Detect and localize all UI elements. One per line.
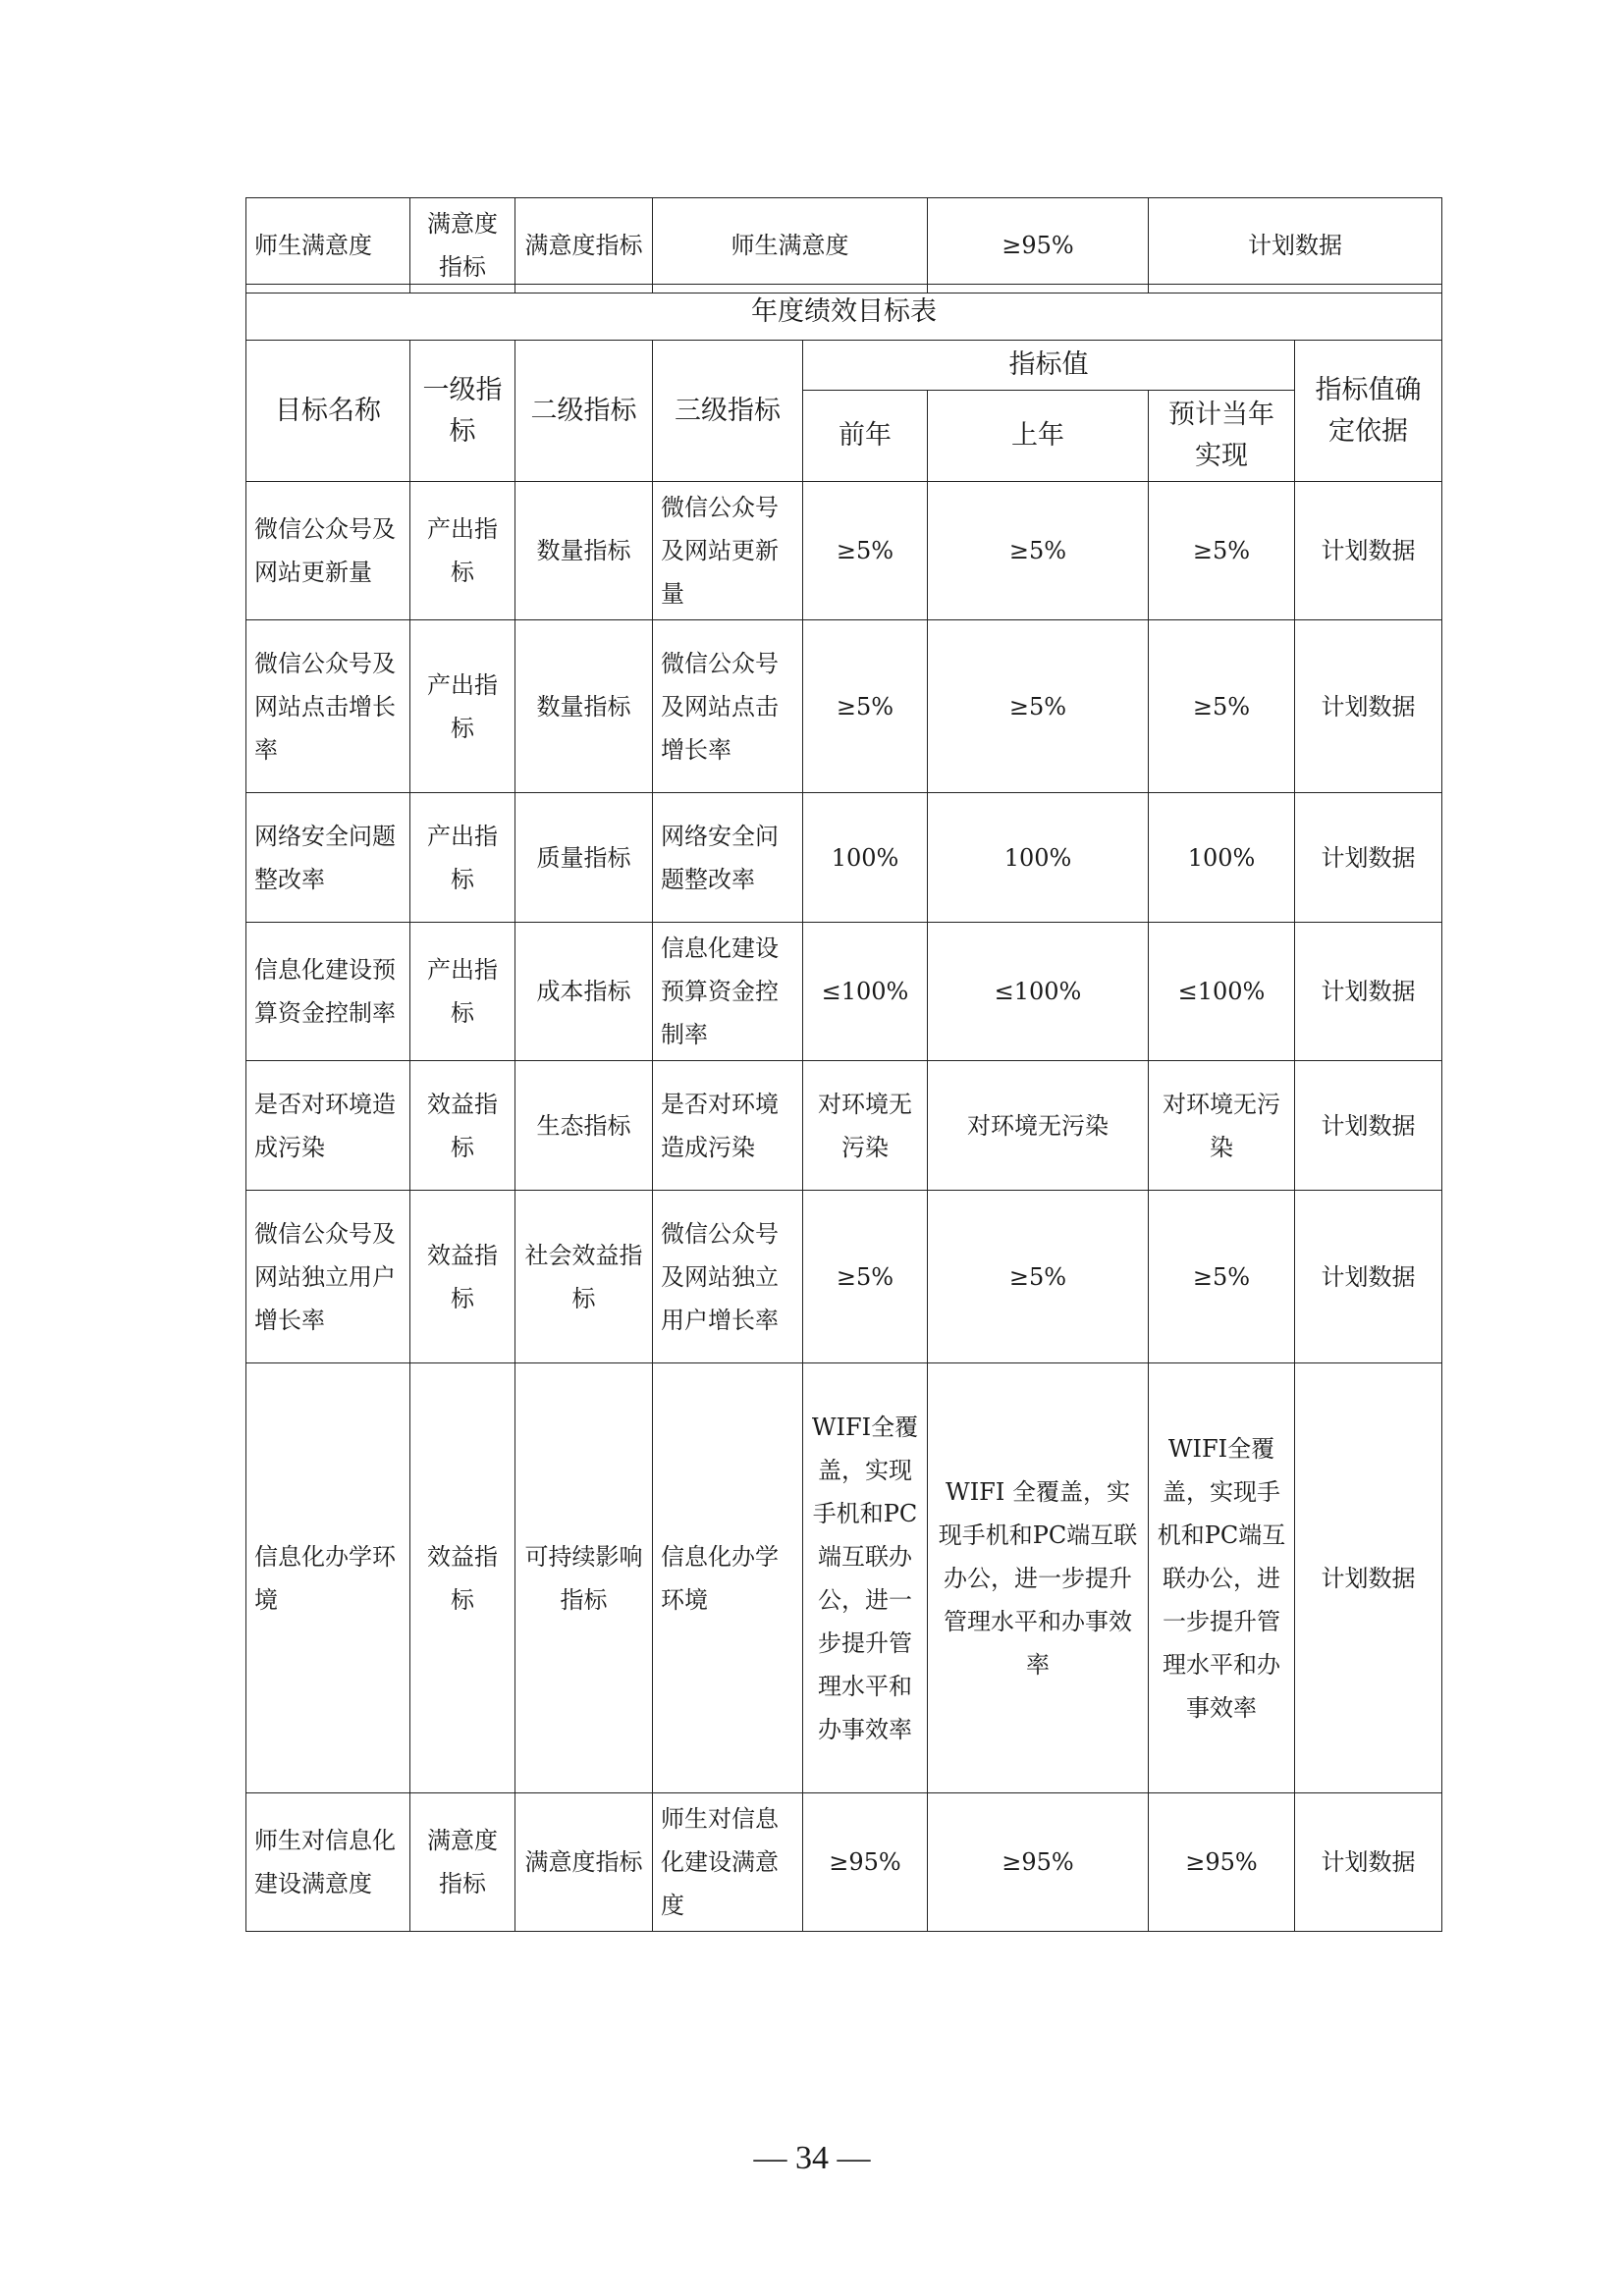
header-level1: 一级指标 — [410, 341, 515, 482]
cell-name: 师生对信息化建设满意度 — [246, 1793, 410, 1932]
cell-level3: 微信公众号及网站独立用户增长率 — [653, 1191, 803, 1363]
annual-performance-table — [245, 284, 1442, 1932]
cell-prev: 对环境无污染 — [803, 1061, 928, 1191]
cell-level1: 效益指标 — [410, 1191, 515, 1363]
cell-level1: 产出指标 — [410, 482, 515, 620]
cell-name: 网络安全问题整改率 — [246, 793, 410, 923]
cell-name: 微信公众号及网站更新量 — [246, 482, 410, 620]
table-row — [246, 1363, 1442, 1793]
header-row — [246, 341, 1442, 391]
cell-expected: ≥5% — [1149, 1191, 1295, 1363]
header-level3: 三级指标 — [653, 341, 803, 482]
cell-prev: ≤100% — [803, 923, 928, 1061]
cell-last: 对环境无污染 — [928, 1061, 1149, 1191]
cell-level1: 满意度指标 — [410, 1793, 515, 1932]
cell-level2: 质量指标 — [515, 793, 653, 923]
cell-expected: WIFI全覆盖，实现手机和PC端互联办公，进一步提升管理水平和办事效率 — [1149, 1363, 1295, 1793]
cell-level1: 效益指标 — [410, 1363, 515, 1793]
cell-level1: 产出指标 — [410, 620, 515, 793]
cell-level3: 网络安全问题整改率 — [653, 793, 803, 923]
cell-last: WIFI 全覆盖，实现手机和PC端互联办公，进一步提升管理水平和办事效率 — [928, 1363, 1149, 1793]
header-prev-year: 前年 — [803, 391, 928, 482]
cell-level3: 微信公众号及网站点击增长率 — [653, 620, 803, 793]
header-name: 目标名称 — [246, 341, 410, 482]
cell-level2: 生态指标 — [515, 1061, 653, 1191]
cell-basis: 计划数据 — [1295, 1793, 1442, 1932]
cell-expected: ≥5% — [1149, 620, 1295, 793]
cell-expected: ≥95% — [1149, 1793, 1295, 1932]
cell-expected: 对环境无污染 — [1149, 1061, 1295, 1191]
header-level2: 二级指标 — [515, 341, 653, 482]
cell-expected: ≤100% — [1149, 923, 1295, 1061]
cell-basis: 计划数据 — [1295, 1191, 1442, 1363]
cell-basis: 计划数据 — [1149, 198, 1442, 294]
header-expected: 预计当年实现 — [1149, 391, 1295, 482]
cell-expected: 100% — [1149, 793, 1295, 923]
cell-expected: ≥5% — [1149, 482, 1295, 620]
cell-last: ≥95% — [928, 1793, 1149, 1932]
cell-prev: ≥5% — [803, 1191, 928, 1363]
cell-level2: 满意度指标 — [515, 198, 653, 294]
cell-basis: 计划数据 — [1295, 1363, 1442, 1793]
table-row — [246, 482, 1442, 620]
page-number: — 34 — — [753, 2140, 871, 2176]
table-row — [246, 620, 1442, 793]
cell-level3: 师生满意度 — [653, 198, 928, 294]
table-row — [246, 1191, 1442, 1363]
cell-name: 是否对环境造成污染 — [246, 1061, 410, 1191]
cell-level3: 微信公众号及网站更新量 — [653, 482, 803, 620]
cell-value: ≥95% — [928, 198, 1149, 294]
cell-level1: 产出指标 — [410, 793, 515, 923]
cell-level2: 社会效益指标 — [515, 1191, 653, 1363]
cell-level2: 满意度指标 — [515, 1793, 653, 1932]
table-row — [246, 1061, 1442, 1191]
cell-level3: 信息化办学环境 — [653, 1363, 803, 1793]
cell-name: 信息化建设预算资金控制率 — [246, 923, 410, 1061]
cell-last: ≥5% — [928, 1191, 1149, 1363]
cell-level1: 效益指标 — [410, 1061, 515, 1191]
cell-basis: 计划数据 — [1295, 1061, 1442, 1191]
cell-prev: ≥95% — [803, 1793, 928, 1932]
header-basis: 指标值确定依据 — [1295, 341, 1442, 482]
cell-level2: 数量指标 — [515, 482, 653, 620]
cell-basis: 计划数据 — [1295, 923, 1442, 1061]
table-title: 年度绩效目标表 — [246, 285, 1442, 341]
table-row — [246, 1793, 1442, 1932]
cell-level3: 是否对环境造成污染 — [653, 1061, 803, 1191]
cell-prev: ≥5% — [803, 482, 928, 620]
cell-last: ≥5% — [928, 620, 1149, 793]
previous-table-tail — [245, 197, 1442, 294]
cell-level1: 产出指标 — [410, 923, 515, 1061]
cell-prev: ≥5% — [803, 620, 928, 793]
table-row — [246, 793, 1442, 923]
header-last-year: 上年 — [928, 391, 1149, 482]
cell-name: 师生满意度 — [246, 198, 410, 294]
cell-prev: WIFI全覆盖，实现手机和PC端互联办公，进一步提升管理水平和办事效率 — [803, 1363, 928, 1793]
cell-basis: 计划数据 — [1295, 620, 1442, 793]
header-value-group: 指标值 — [803, 341, 1295, 391]
table-row — [246, 198, 1442, 294]
cell-level1: 满意度指标 — [410, 198, 515, 294]
table-title-row — [246, 285, 1442, 341]
cell-level3: 信息化建设预算资金控制率 — [653, 923, 803, 1061]
cell-name: 信息化办学环境 — [246, 1363, 410, 1793]
cell-level2: 成本指标 — [515, 923, 653, 1061]
cell-last: 100% — [928, 793, 1149, 923]
cell-prev: 100% — [803, 793, 928, 923]
cell-basis: 计划数据 — [1295, 482, 1442, 620]
cell-level2: 可持续影响指标 — [515, 1363, 653, 1793]
cell-name: 微信公众号及网站点击增长率 — [246, 620, 410, 793]
cell-level2: 数量指标 — [515, 620, 653, 793]
cell-basis: 计划数据 — [1295, 793, 1442, 923]
cell-name: 微信公众号及网站独立用户增长率 — [246, 1191, 410, 1363]
table-row — [246, 923, 1442, 1061]
cell-last: ≥5% — [928, 482, 1149, 620]
cell-level3: 师生对信息化建设满意度 — [653, 1793, 803, 1932]
cell-last: ≤100% — [928, 923, 1149, 1061]
